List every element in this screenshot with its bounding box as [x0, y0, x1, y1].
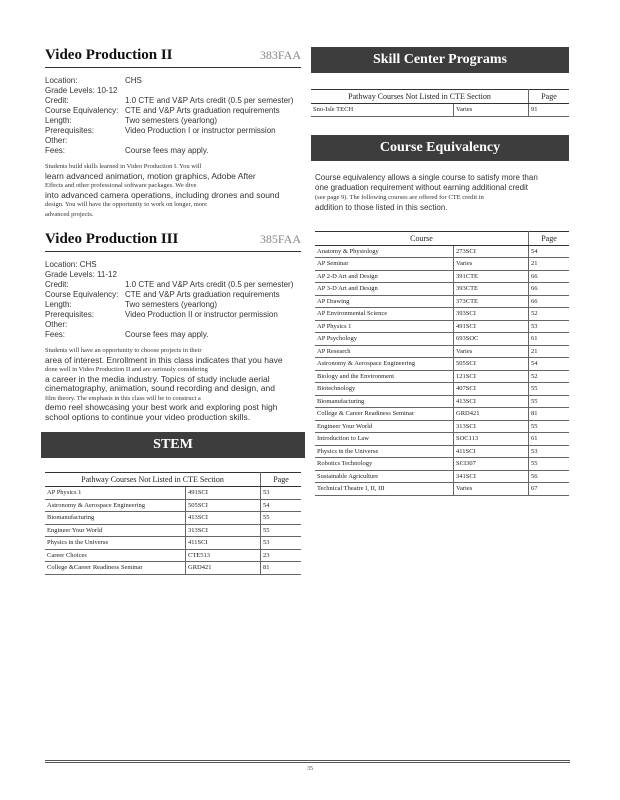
course-info-value: Video Production II or instructor permission — [125, 310, 278, 319]
skill-header-pathway: Pathway Courses Not Listed in CTE Section — [311, 90, 529, 104]
course-header — [45, 231, 301, 252]
course-info-value — [125, 260, 301, 270]
page-cell: 53 — [261, 487, 302, 500]
course-info-value: Course fees may apply. — [125, 146, 209, 155]
course-info-label: Credit: — [45, 96, 69, 105]
page-cell: 55 — [261, 512, 302, 525]
table-row — [315, 420, 569, 433]
description-line: demo reel showcasing your best work and exploring post high — [45, 402, 278, 412]
left-column — [45, 47, 301, 575]
course-description — [45, 162, 301, 219]
course-info-label: Fees: — [45, 330, 66, 339]
course-code-cell: GRD421 — [454, 408, 529, 421]
course-name-cell: Robotics Technology — [315, 458, 454, 471]
course-code-cell: 413SCI — [186, 512, 261, 525]
course-code-cell: Varies — [454, 104, 529, 117]
course-info — [45, 76, 301, 156]
course-title: Video Production II — [45, 47, 173, 63]
page-cell: 55 — [529, 395, 570, 408]
course-name-cell: AP 2-D Art and Design — [315, 270, 454, 283]
page-cell: 52 — [529, 308, 570, 321]
description-line: cinematography, animation, sound recording and design, and — [45, 383, 275, 393]
course-info-label: Length: — [45, 300, 72, 309]
course-info-label: Other: — [45, 320, 68, 329]
course-info-label: Course Equivalency: — [45, 290, 119, 299]
table-row — [315, 470, 569, 483]
page-cell: 53 — [529, 445, 570, 458]
page-cell: 53 — [261, 537, 302, 550]
course-code-cell: 273SCI — [454, 245, 529, 258]
description-line: design. You will have the opportunity to work on longer, more — [45, 201, 208, 208]
course-name-cell: Physics in the Universe — [315, 445, 454, 458]
course-code-cell: Varies — [454, 258, 529, 271]
course-info-value — [125, 136, 301, 146]
course-info-value: CTE and V&P Arts graduation requirements — [125, 290, 280, 299]
course-code-cell: CTE513 — [186, 549, 261, 562]
course-title: Video Production III — [45, 231, 179, 247]
course-video-production-2 — [45, 47, 301, 219]
course-code-cell: 391CTE — [454, 270, 529, 283]
equiv-header-course: Course — [315, 231, 529, 245]
table-row — [311, 104, 569, 117]
table-row — [45, 562, 301, 575]
table-row — [315, 445, 569, 458]
table-row — [315, 295, 569, 308]
description-line: into advanced camera operations, including drones and sound — [45, 189, 280, 200]
course-name-cell: Sustainable Agriculture — [315, 470, 454, 483]
page-cell: 23 — [261, 549, 302, 562]
course-name-cell: Biomanufacturing — [45, 512, 186, 525]
course-code: 383FAA — [259, 48, 301, 62]
course-info-row — [45, 106, 301, 116]
course-info-value — [125, 270, 301, 280]
description-line: learn advanced animation, motion graphics, Adobe After — [45, 170, 256, 181]
course-video-production-3 — [45, 231, 301, 422]
course-info-row — [45, 96, 301, 106]
page-cell: 81 — [261, 562, 302, 575]
table-row — [315, 408, 569, 421]
page-cell: 54 — [261, 499, 302, 512]
course-name-cell: Anatomy & Physiology — [315, 245, 454, 258]
course-name-cell: Engineer Your World — [315, 420, 454, 433]
description-line: area of interest. Enrollment in this class indicates that you have — [45, 354, 283, 365]
course-code-cell: 413SCI — [454, 395, 529, 408]
course-code-cell: 393CTE — [454, 283, 529, 296]
course-info-value: 1.0 CTE and V&P Arts credit (0.5 per semester) — [125, 96, 294, 105]
course-name-cell: Engineer Your World — [45, 524, 186, 537]
course-name-cell: AP Seminar — [315, 258, 454, 271]
description-line: done well in Video Production II and are seriously considering — [45, 366, 208, 373]
course-info-row — [45, 126, 301, 136]
page-cell: 66 — [529, 270, 570, 283]
course-name-cell: College &Career Readiness Seminar — [45, 562, 186, 575]
course-info-value: CTE and V&P Arts graduation requirements — [125, 106, 280, 115]
page-cell: 55 — [529, 383, 570, 396]
stem-header-pathway: Pathway Courses Not Listed in CTE Section — [45, 473, 261, 487]
description-line: Students build skills learned in Video Production I. You will — [45, 163, 202, 170]
table-row — [315, 433, 569, 446]
course-code-cell: 407SCI — [454, 383, 529, 396]
course-code-cell: 121SCI — [454, 370, 529, 383]
stem-header-page: Page — [261, 473, 302, 487]
course-code-cell: 505SCI — [186, 499, 261, 512]
page-cell: 81 — [529, 408, 570, 421]
course-code-cell: GRD421 — [186, 562, 261, 575]
course-info-value: Two semesters (yearlong) — [125, 116, 218, 125]
course-code-cell: 313SCI — [186, 524, 261, 537]
course-info-row — [45, 116, 301, 126]
course-name-cell: AP 3-D Art and Design — [315, 283, 454, 296]
course-info — [45, 260, 301, 340]
page-cell: 55 — [261, 524, 302, 537]
description-line: a career in the media industry. Topics of study include aerial — [45, 373, 270, 384]
table-row — [315, 245, 569, 258]
table-row — [45, 487, 301, 500]
right-column — [311, 47, 569, 496]
page-cell: 67 — [529, 483, 570, 496]
description-line: Students will have an opportunity to choose projects in their — [45, 347, 202, 354]
course-info-label: Other: — [45, 136, 68, 145]
course-name-cell: Technical Theatre I, II, III — [315, 483, 454, 496]
course-code-cell: SCI307 — [454, 458, 529, 471]
page-cell: 55 — [529, 420, 570, 433]
table-row — [315, 383, 569, 396]
table-row — [315, 283, 569, 296]
description-line: film theory. The emphasis in this class will be to construct a — [45, 394, 201, 402]
description-line: Effects and other professional software packages. We dive — [45, 182, 197, 189]
stem-table — [45, 472, 301, 575]
course-info-row — [45, 310, 301, 320]
page-cell: 61 — [529, 433, 570, 446]
page-cell: 52 — [529, 370, 570, 383]
page-cell: 61 — [529, 333, 570, 346]
course-info-value — [125, 320, 301, 330]
description-line: Course equivalency allows a single course to satisfy more than — [315, 172, 538, 182]
course-name-cell: Career Choices — [45, 549, 186, 562]
table-row — [315, 333, 569, 346]
course-name-cell: Introduction to Law — [315, 433, 454, 446]
course-info-label: Course Equivalency: — [45, 106, 119, 115]
course-info-row — [45, 320, 301, 330]
course-code-cell: Varies — [454, 345, 529, 358]
course-info-value: Two semesters (yearlong) — [125, 300, 218, 309]
course-info-row — [45, 76, 301, 86]
course-info-label: Grade Levels: 11-12 — [45, 270, 117, 279]
stem-table-wrap — [45, 472, 301, 575]
course-name-cell: AP Environmental Science — [315, 308, 454, 321]
course-info-label: Location: — [45, 76, 78, 85]
course-name-cell: AP Research — [315, 345, 454, 358]
course-code-cell: 693SOC — [454, 333, 529, 346]
course-name-cell: Biology and the Environment — [315, 370, 454, 383]
course-equivalency-table — [315, 231, 569, 496]
course-info-row — [45, 280, 301, 290]
table-row — [315, 345, 569, 358]
stem-section-title: STEM — [41, 432, 305, 458]
table-row — [45, 499, 301, 512]
course-code-cell: 411SCI — [454, 445, 529, 458]
course-name-cell: Biomanufacturing — [315, 395, 454, 408]
course-code-cell: 341SCI — [454, 470, 529, 483]
course-code-cell: 411SCI — [186, 537, 261, 550]
table-row — [315, 270, 569, 283]
page-cell: 56 — [529, 470, 570, 483]
course-info-row — [45, 300, 301, 310]
course-code-cell: 393SCI — [454, 308, 529, 321]
course-code-cell: 373CTE — [454, 295, 529, 308]
page-cell: 55 — [529, 458, 570, 471]
course-info-row — [45, 290, 301, 300]
course-name-cell: Astronomy & Aerospace Engineering — [315, 358, 454, 371]
course-code-cell: SOC113 — [454, 433, 529, 446]
course-info-value: 1.0 CTE and V&P Arts credit (0.5 per semester) — [125, 280, 294, 289]
page-cell: 66 — [529, 295, 570, 308]
course-code-cell: 491SCI — [186, 487, 261, 500]
table-row — [315, 308, 569, 321]
description-line: one graduation requirement without earning additional credit — [315, 182, 529, 192]
course-description — [45, 346, 301, 422]
course-info-row — [45, 260, 301, 270]
page-cell: 54 — [529, 245, 570, 258]
table-row — [315, 370, 569, 383]
table-row — [45, 537, 301, 550]
course-name-cell: Sno-Isle TECH — [311, 104, 454, 117]
table-row — [315, 483, 569, 496]
description-line: school options to continue your video production skills. — [45, 411, 251, 422]
course-info-value — [125, 86, 301, 96]
course-info-row — [45, 136, 301, 146]
course-name-cell: Biotechnology — [315, 383, 454, 396]
skill-table-wrap — [311, 89, 569, 117]
course-name-cell: AP Physics 1 — [315, 320, 454, 333]
course-info-label: Grade Levels: 10-12 — [45, 86, 118, 95]
page-cell: 53 — [529, 320, 570, 333]
course-name-cell: AP Drawing — [315, 295, 454, 308]
skill-header-page: Page — [529, 90, 570, 104]
table-row — [315, 358, 569, 371]
table-row — [315, 395, 569, 408]
table-row — [45, 549, 301, 562]
table-row — [45, 524, 301, 537]
footer-rule — [45, 760, 570, 761]
footer-rule — [45, 762, 570, 763]
course-equivalency-section-title: Course Equivalency — [311, 135, 569, 161]
course-info-label: Credit: — [45, 280, 69, 289]
course-name-cell: Physics in the Universe — [45, 537, 186, 550]
table-row — [45, 512, 301, 525]
course-code-cell: 313SCI — [454, 420, 529, 433]
course-name-cell: College & Career Readiness Seminar — [315, 408, 454, 421]
course-name-cell: Astronomy & Aerospace Engineering — [45, 499, 186, 512]
course-code-cell: Varies — [454, 483, 529, 496]
equiv-header-page: Page — [529, 231, 570, 245]
table-row — [315, 258, 569, 271]
course-code-cell: 505SCI — [454, 358, 529, 371]
course-info-value: CHS — [125, 76, 142, 85]
course-info-label: Prerequisites: — [45, 126, 94, 135]
course-info-label: Fees: — [45, 146, 66, 155]
course-info-value: Course fees may apply. — [125, 330, 209, 339]
course-code-cell: 491SCI — [454, 320, 529, 333]
description-line: addition to those listed in this section. — [315, 202, 448, 212]
course-code: 385FAA — [259, 232, 301, 246]
table-row — [315, 320, 569, 333]
course-header — [45, 47, 301, 68]
course-info-row — [45, 146, 301, 156]
course-info-row — [45, 270, 301, 280]
page-cell: 21 — [529, 345, 570, 358]
table-row — [315, 458, 569, 471]
page-cell: 66 — [529, 283, 570, 296]
course-info-label: Location: CHS — [45, 260, 97, 269]
course-info-label: Length: — [45, 116, 72, 125]
course-equivalency-description — [315, 173, 565, 213]
course-name-cell: AP Physics 1 — [45, 487, 186, 500]
course-info-row — [45, 86, 301, 96]
page-cell: 21 — [529, 258, 570, 271]
course-name-cell: AP Psychology — [315, 333, 454, 346]
course-info-value: Video Production I or instructor permission — [125, 126, 276, 135]
description-line: advanced projects. — [45, 210, 94, 218]
page-number: 35 — [307, 766, 313, 772]
course-info-row — [45, 330, 301, 340]
equiv-table-wrap — [315, 231, 569, 496]
skill-center-table — [311, 89, 569, 117]
description-line: (see page 9). The following courses are offered for CTE credit in — [315, 193, 484, 201]
course-info-label: Prerequisites: — [45, 310, 94, 319]
page-cell: 91 — [529, 104, 570, 117]
page-cell: 54 — [529, 358, 570, 371]
skill-center-section-title: Skill Center Programs — [311, 47, 569, 73]
